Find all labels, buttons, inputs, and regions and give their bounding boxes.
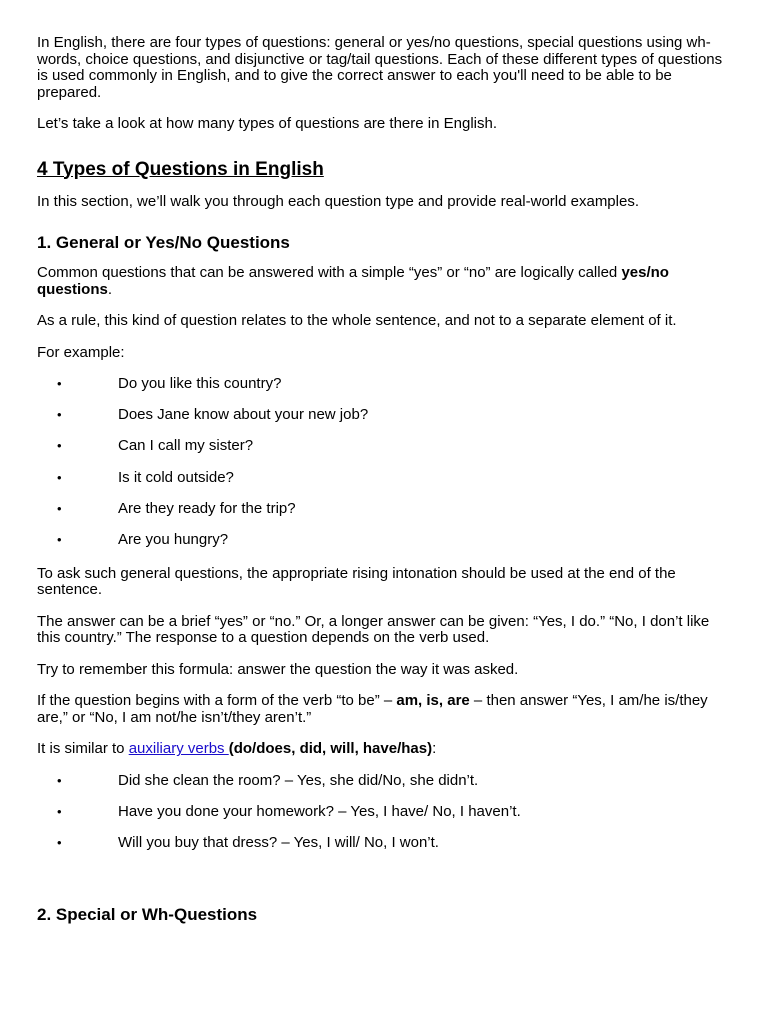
bullet-icon: • xyxy=(57,376,62,391)
yes-no-examples-list xyxy=(37,376,731,550)
bullet-icon: • xyxy=(57,469,62,485)
p8-text-a: It is similar to xyxy=(37,740,129,758)
general-paragraph-1 xyxy=(37,265,731,298)
list-item xyxy=(37,835,731,853)
p7-text-b: – then answer “Yes, I am/he is/they are,” or “No, I am not/he isn’t/they aren’t.” xyxy=(37,692,708,726)
section-heading: 4 Types of Questions in English xyxy=(37,158,324,180)
intro-paragraph-1: In English, there are four types of questions: general or yes/no questions, special questions using wh-words, choice questions, and disjunctive or tag/tail questions. Each of these different types of questions is used commonly in English, and to give the correct answer to each you'll need to be able to be prepared. xyxy=(37,34,723,101)
list-item xyxy=(37,470,731,501)
list-item xyxy=(37,376,731,407)
list-item-text: Does Jane know about your new job? xyxy=(118,406,369,424)
list-item xyxy=(37,804,731,835)
bullet-icon: • xyxy=(57,438,62,454)
section-intro: In this section, we’ll walk you through each question type and provide real-world examples. xyxy=(37,192,639,210)
bullet-icon: • xyxy=(57,835,62,851)
general-paragraph-6: Try to remember this formula: answer the question the way it was asked. xyxy=(37,660,519,678)
list-item-text: Will you buy that dress? – Yes, I will/ No, I won’t. xyxy=(118,834,439,852)
list-item xyxy=(37,438,731,469)
p8-bold: (do/does, did, will, have/has) xyxy=(228,740,433,758)
list-item-text: Did she clean the room? – Yes, she did/No, she didn’t. xyxy=(118,771,479,789)
general-paragraph-5: The answer can be a brief “yes” or “no.” Or, a longer answer can be given: “Yes, I do.” “No, I don’t like this country.” The response to a question depends on the verb used. xyxy=(37,612,710,647)
p7-bold: am, is, are xyxy=(396,692,470,710)
general-p1-bold: yes/no questions xyxy=(37,264,669,298)
p8-end: : xyxy=(432,740,437,758)
special-questions-heading: 2. Special or Wh-Questions xyxy=(37,905,258,925)
general-paragraph-8 xyxy=(37,741,731,758)
auxiliary-verbs-link[interactable]: auxiliary verbs xyxy=(128,740,229,758)
list-item xyxy=(37,407,731,438)
auxiliary-examples-list xyxy=(37,773,731,853)
bullet-icon: • xyxy=(57,407,62,423)
general-paragraph-4: To ask such general questions, the appropriate rising intonation should be used at the end of the sentence. xyxy=(37,564,676,599)
bullet-icon: • xyxy=(57,500,62,516)
bullet-icon: • xyxy=(57,804,62,820)
list-item-text: Do you like this country? xyxy=(118,375,282,392)
general-paragraph-3: For example: xyxy=(37,343,125,361)
general-paragraph-2: As a rule, this kind of question relates to the whole sentence, and not to a separate element of it. xyxy=(37,312,677,329)
general-questions-heading: 1. General or Yes/No Questions xyxy=(37,233,290,252)
intro-paragraph-2: Let’s take a look at how many types of questions are there in English. xyxy=(37,115,497,132)
bullet-icon: • xyxy=(57,531,62,547)
list-item-text: Have you done your homework? – Yes, I have/ No, I haven’t. xyxy=(118,803,521,821)
general-paragraph-7 xyxy=(37,693,731,726)
bullet-icon: • xyxy=(57,772,62,788)
list-item xyxy=(37,501,731,532)
list-item-text: Are they ready for the trip? xyxy=(118,499,296,517)
general-p1-text: Common questions that can be answered with a simple “yes” or “no” are logically called xyxy=(37,264,622,281)
p7-text-a: If the question begins with a form of the verb “to be” – xyxy=(37,692,397,710)
list-item xyxy=(37,532,731,550)
list-item xyxy=(37,773,731,804)
list-item-text: Can I call my sister? xyxy=(118,437,254,455)
list-item-text: Is it cold outside? xyxy=(118,468,234,486)
general-p1-end: . xyxy=(107,280,113,298)
list-item-text: Are you hungry? xyxy=(118,530,229,548)
